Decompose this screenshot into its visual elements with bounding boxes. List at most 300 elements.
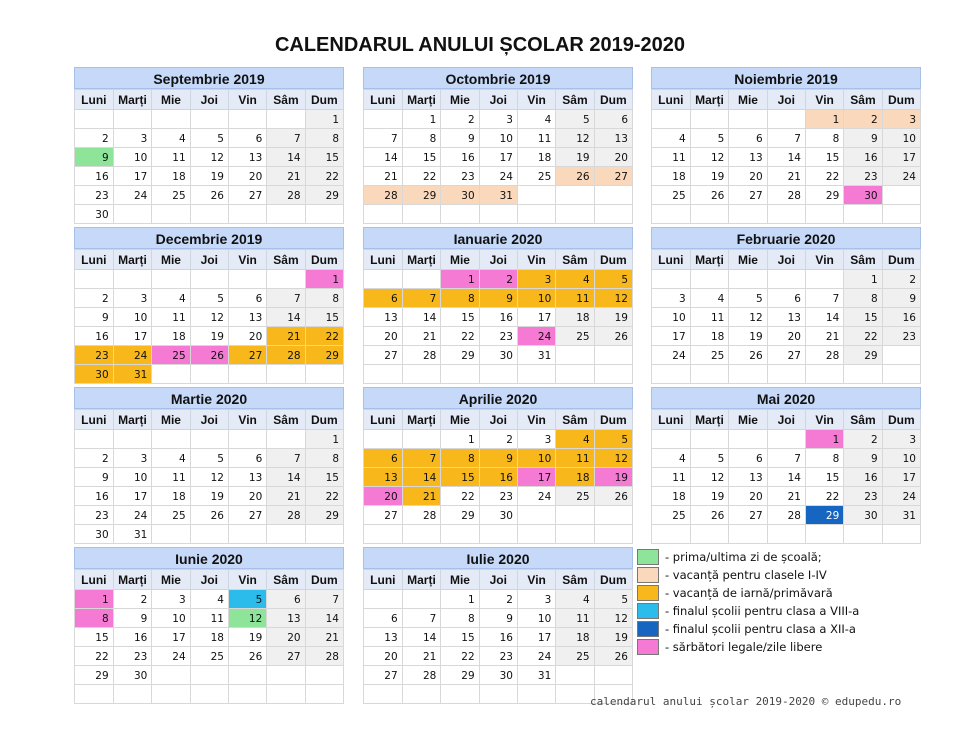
empty-cell [844,525,882,544]
day-cell: 10 [113,468,152,487]
weekday-header: Dum [594,570,632,590]
day-cell: 5 [594,430,632,449]
week-row [652,449,921,468]
day-cell: 6 [228,449,266,468]
empty-cell [517,525,555,544]
month-table [363,569,633,704]
week-row [75,327,344,346]
day-cell: 2 [75,449,114,468]
day-cell: 10 [113,148,152,167]
month-block [74,67,344,224]
empty-cell [556,365,594,384]
day-cell: 28 [767,506,805,525]
day-cell: 4 [556,270,594,289]
week-row [652,346,921,365]
empty-cell [767,430,805,449]
empty-cell [402,365,441,384]
day-cell: 11 [517,129,555,148]
week-row [75,148,344,167]
weekday-header: Dum [305,570,343,590]
day-cell: 26 [690,186,729,205]
day-cell: 8 [844,289,882,308]
day-cell: 16 [479,468,517,487]
day-cell: 8 [805,449,843,468]
empty-cell [556,205,594,224]
day-cell: 17 [517,468,555,487]
week-row [364,327,633,346]
day-cell: 30 [113,666,152,685]
weekday-header: Luni [75,410,114,430]
day-cell: 25 [517,167,555,186]
day-cell: 29 [441,506,479,525]
month-block [74,547,344,704]
week-row [364,487,633,506]
week-row [75,346,344,365]
month-table [74,249,344,384]
weekday-header: Vin [805,410,843,430]
weekday-header: Vin [517,90,555,110]
empty-cell [152,666,190,685]
day-cell: 10 [882,129,920,148]
weekday-header: Joi [190,570,228,590]
day-cell: 27 [267,647,305,666]
empty-cell [517,685,555,704]
empty-cell [556,186,594,205]
day-cell: 3 [113,449,152,468]
day-cell: 10 [517,449,555,468]
day-cell: 30 [479,666,517,685]
day-cell: 3 [882,110,920,129]
day-cell: 27 [767,346,805,365]
legend-swatch [637,549,659,565]
day-cell: 1 [402,110,441,129]
weekday-header: Marți [402,410,441,430]
weekday-header: Sâm [556,250,594,270]
day-cell: 7 [402,449,441,468]
weekday-header: Marți [690,250,729,270]
day-cell: 3 [113,289,152,308]
day-cell: 22 [441,647,479,666]
empty-cell [517,365,555,384]
day-cell: 13 [267,609,305,628]
empty-cell [190,365,228,384]
empty-cell [267,685,305,704]
month-block [363,547,633,704]
week-row [652,468,921,487]
empty-cell [305,525,343,544]
day-cell: 22 [805,167,843,186]
day-cell: 24 [517,327,555,346]
week-row [364,205,633,224]
day-cell: 15 [75,628,114,647]
day-cell: 14 [805,308,843,327]
empty-cell [402,590,441,609]
month-title: Iunie 2020 [74,547,344,569]
day-cell: 16 [113,628,152,647]
day-cell: 3 [882,430,920,449]
empty-cell [517,205,555,224]
weekday-header: Vin [517,570,555,590]
day-cell: 19 [594,468,632,487]
day-cell: 24 [882,487,920,506]
empty-cell [113,110,152,129]
day-cell: 28 [364,186,403,205]
day-cell: 20 [729,487,767,506]
day-cell: 2 [844,110,882,129]
month-title: Decembrie 2019 [74,227,344,249]
day-cell: 11 [652,468,691,487]
weekday-header: Luni [652,90,691,110]
legend-swatch [637,639,659,655]
day-cell: 18 [152,167,190,186]
day-cell: 25 [690,346,729,365]
day-cell: 10 [517,609,555,628]
month-table [651,409,921,544]
day-cell: 25 [556,487,594,506]
day-cell: 6 [228,289,266,308]
footer-credit: calendarul anului școlar 2019-2020 © edupedu.ro [590,695,902,708]
day-cell: 21 [402,487,441,506]
legend-item [637,638,859,656]
week-row [75,666,344,685]
day-cell: 29 [305,346,343,365]
day-cell: 20 [594,148,632,167]
week-row [75,506,344,525]
empty-cell [479,685,517,704]
day-cell: 20 [267,628,305,647]
day-cell: 1 [305,430,343,449]
day-cell: 12 [594,449,632,468]
day-cell: 9 [882,289,920,308]
month-title: Aprilie 2020 [363,387,633,409]
weekday-header: Vin [228,410,266,430]
empty-cell [594,186,632,205]
day-cell: 20 [364,487,403,506]
day-cell: 14 [402,308,441,327]
legend-item [637,548,859,566]
day-cell: 9 [479,609,517,628]
day-cell: 23 [479,327,517,346]
weekday-header: Dum [882,250,920,270]
day-cell: 18 [652,487,691,506]
weekday-header: Luni [364,250,403,270]
empty-cell [479,525,517,544]
day-cell: 14 [402,468,441,487]
day-cell: 18 [190,628,228,647]
empty-cell [402,525,441,544]
weekday-header: Marți [113,570,152,590]
legend-item [637,566,859,584]
day-cell: 5 [228,590,266,609]
weekday-header: Luni [75,90,114,110]
week-row [652,289,921,308]
day-cell: 8 [441,289,479,308]
empty-cell [267,270,305,289]
day-cell: 7 [767,129,805,148]
empty-cell [441,205,479,224]
empty-cell [767,525,805,544]
day-cell: 30 [844,186,882,205]
month-block [363,387,633,544]
weekday-header: Sâm [267,250,305,270]
empty-cell [556,685,594,704]
week-row [75,449,344,468]
day-cell: 2 [479,590,517,609]
day-cell: 6 [767,289,805,308]
day-cell: 5 [690,449,729,468]
day-cell: 5 [729,289,767,308]
weekday-header: Joi [767,410,805,430]
week-row [364,289,633,308]
month-block [363,67,633,224]
day-cell: 22 [441,327,479,346]
weekday-header: Sâm [844,90,882,110]
empty-cell [882,346,920,365]
month-table [651,249,921,384]
day-cell: 31 [479,186,517,205]
empty-cell [402,685,441,704]
weekday-header: Sâm [844,410,882,430]
weekday-header: Vin [228,90,266,110]
day-cell: 31 [517,346,555,365]
day-cell: 26 [729,346,767,365]
empty-cell [729,205,767,224]
week-row [652,365,921,384]
empty-cell [267,205,305,224]
legend [637,548,859,656]
weekday-header: Dum [305,250,343,270]
day-cell: 20 [767,327,805,346]
day-cell: 22 [75,647,114,666]
day-cell: 22 [305,327,343,346]
day-cell: 1 [305,110,343,129]
legend-swatch [637,567,659,583]
week-row [75,487,344,506]
weekday-header: Marți [402,250,441,270]
empty-cell [805,525,843,544]
weekday-header: Luni [364,410,403,430]
day-cell: 12 [594,289,632,308]
day-cell: 28 [402,346,441,365]
empty-cell [441,525,479,544]
legend-swatch [637,603,659,619]
day-cell: 11 [690,308,729,327]
week-row [75,365,344,384]
empty-cell [594,365,632,384]
empty-cell [113,430,152,449]
empty-cell [190,110,228,129]
week-row [364,186,633,205]
day-cell: 11 [556,449,594,468]
day-cell: 12 [228,609,266,628]
day-cell: 18 [690,327,729,346]
day-cell: 21 [402,327,441,346]
empty-cell [364,270,403,289]
day-cell: 31 [517,666,555,685]
day-cell: 5 [594,270,632,289]
day-cell: 4 [652,129,691,148]
day-cell: 7 [267,449,305,468]
day-cell: 9 [75,468,114,487]
day-cell: 6 [364,449,403,468]
day-cell: 14 [767,148,805,167]
day-cell: 10 [479,129,517,148]
day-cell: 25 [152,346,190,365]
empty-cell [75,110,114,129]
day-cell: 27 [228,186,266,205]
week-row [652,506,921,525]
weekday-header: Dum [882,90,920,110]
day-cell: 15 [441,468,479,487]
day-cell: 5 [190,129,228,148]
day-cell: 28 [767,186,805,205]
empty-cell [364,525,403,544]
day-cell: 17 [479,148,517,167]
empty-cell [767,270,805,289]
day-cell: 16 [479,308,517,327]
weekday-header: Sâm [844,250,882,270]
day-cell: 15 [441,308,479,327]
day-cell: 24 [479,167,517,186]
weekday-header: Dum [594,90,632,110]
day-cell: 8 [441,609,479,628]
day-cell: 9 [479,449,517,468]
day-cell: 8 [305,129,343,148]
day-cell: 15 [305,148,343,167]
day-cell: 10 [152,609,190,628]
month-title: Octombrie 2019 [363,67,633,89]
day-cell: 28 [402,666,441,685]
week-row [652,430,921,449]
day-cell: 29 [75,666,114,685]
weekday-header: Dum [882,410,920,430]
empty-cell [152,525,190,544]
empty-cell [882,186,920,205]
empty-cell [690,430,729,449]
empty-cell [479,365,517,384]
week-row [652,110,921,129]
weekday-header: Mie [729,250,767,270]
weekday-header: Sâm [556,90,594,110]
weekday-header: Vin [805,250,843,270]
week-row [652,205,921,224]
week-row [364,506,633,525]
weekday-header: Joi [479,570,517,590]
day-cell: 7 [305,590,343,609]
day-cell: 7 [805,289,843,308]
day-cell: 21 [267,327,305,346]
legend-item [637,620,859,638]
empty-cell [767,110,805,129]
day-cell: 11 [556,609,594,628]
week-row [75,129,344,148]
week-row [364,609,633,628]
day-cell: 24 [113,186,152,205]
weekday-header: Dum [305,90,343,110]
legend-label: - prima/ultima zi de școală; [665,550,822,564]
day-cell: 28 [805,346,843,365]
day-cell: 14 [267,468,305,487]
day-cell: 24 [652,346,691,365]
day-cell: 11 [190,609,228,628]
empty-cell [556,525,594,544]
empty-cell [364,590,403,609]
legend-swatch [637,585,659,601]
day-cell: 25 [556,327,594,346]
empty-cell [75,270,114,289]
day-cell: 15 [805,148,843,167]
month-block [651,387,921,544]
day-cell: 3 [517,590,555,609]
day-cell: 3 [517,430,555,449]
day-cell: 8 [75,609,114,628]
day-cell: 16 [844,148,882,167]
week-row [75,110,344,129]
empty-cell [690,525,729,544]
empty-cell [844,365,882,384]
empty-cell [767,205,805,224]
empty-cell [729,110,767,129]
day-cell: 4 [152,289,190,308]
day-cell: 13 [594,129,632,148]
empty-cell [402,205,441,224]
day-cell: 18 [556,308,594,327]
day-cell: 2 [479,270,517,289]
day-cell: 15 [305,308,343,327]
empty-cell [305,685,343,704]
week-row [75,430,344,449]
day-cell: 6 [364,289,403,308]
week-row [364,129,633,148]
empty-cell [652,110,691,129]
day-cell: 15 [805,468,843,487]
day-cell: 4 [690,289,729,308]
week-row [75,468,344,487]
weekday-header: Vin [805,90,843,110]
empty-cell [690,205,729,224]
week-row [652,308,921,327]
empty-cell [228,685,266,704]
month-title: Iulie 2020 [363,547,633,569]
day-cell: 13 [767,308,805,327]
empty-cell [805,270,843,289]
day-cell: 15 [844,308,882,327]
week-row [364,167,633,186]
week-row [364,148,633,167]
week-row [75,628,344,647]
weekday-header: Joi [190,250,228,270]
empty-cell [882,525,920,544]
day-cell: 26 [594,327,632,346]
day-cell: 24 [113,346,152,365]
weekday-header: Sâm [556,570,594,590]
day-cell: 6 [594,110,632,129]
day-cell: 3 [113,129,152,148]
empty-cell [364,110,403,129]
day-cell: 4 [556,590,594,609]
day-cell: 25 [652,506,691,525]
day-cell: 30 [479,346,517,365]
day-cell: 26 [190,186,228,205]
week-row [75,647,344,666]
empty-cell [305,365,343,384]
month-block [74,227,344,384]
week-row [364,365,633,384]
empty-cell [402,270,441,289]
day-cell: 30 [75,525,114,544]
empty-cell [190,270,228,289]
day-cell: 4 [152,129,190,148]
